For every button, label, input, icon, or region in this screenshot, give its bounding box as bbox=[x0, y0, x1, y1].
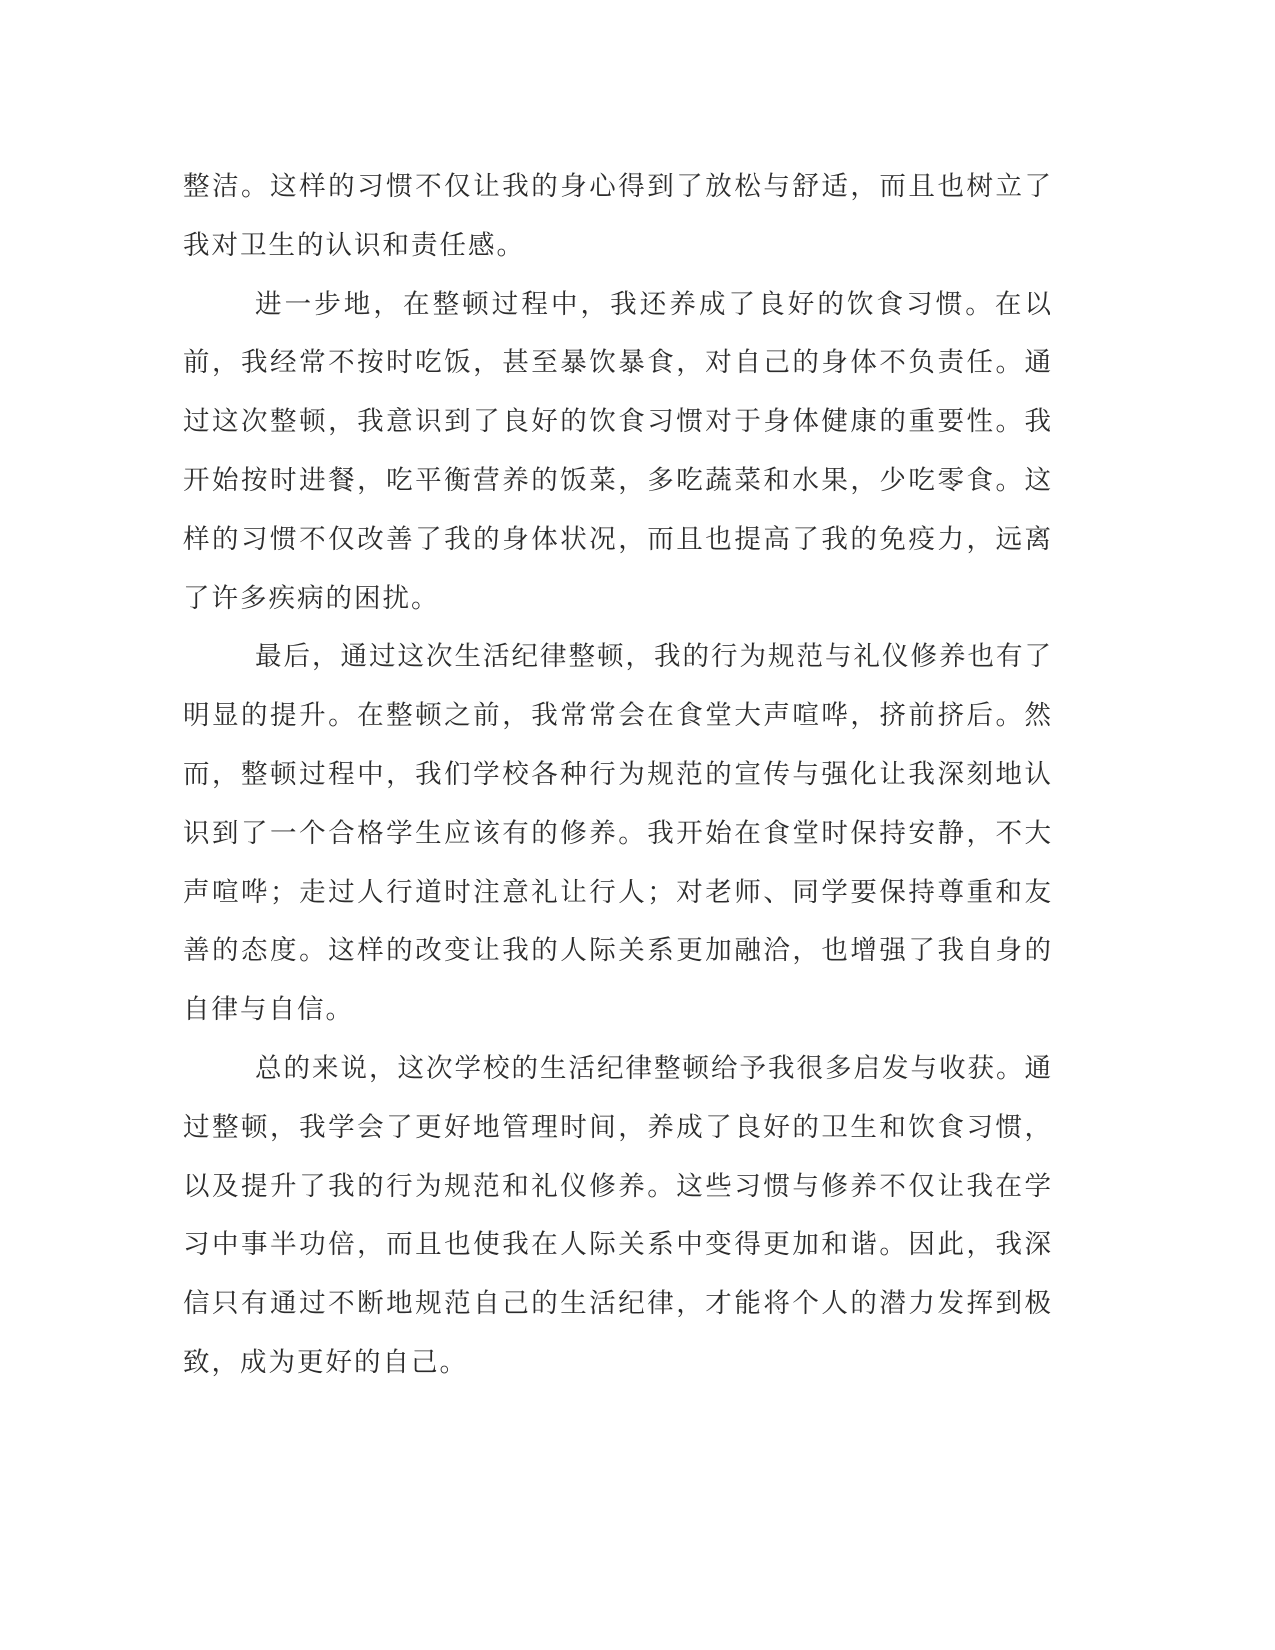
paragraph-continuation: 整洁。这样的习惯不仅让我的身心得到了放松与舒适，而且也树立了我对卫生的认识和责任感。 bbox=[183, 171, 1053, 261]
paragraph-behavior-etiquette: 最后，通过这次生活纪律整顿，我的行为规范与礼仪修养也有了明显的提升。在整顿之前，我常常会在食堂大声喧哗，挤前挤后。然而，整顿过程中，我们学校各种行为规范的宣传与强化让我深刻地认识到了一个合格学生应该有的修养。我开始在食堂时保持安静，不大声喧哗；走过人行道时注意礼让行人；对老师、同学要保持尊重和友善的态度。这样的改变让我的人际关系更加融洽，也增强了我自身的自律与自信。 bbox=[183, 641, 1053, 1026]
paragraph-conclusion: 总的来说，这次学校的生活纪律整顿给予我很多启发与收获。通过整顿，我学会了更好地管理时间，养成了良好的卫生和饮食习惯，以及提升了我的行为规范和礼仪修养。这些习惯与修养不仅让我在学习中事半功倍，而且也使我在人际关系中变得更加和谐。因此，我深信只有通过不断地规范自己的生活纪律，才能将个人的潜力发挥到极致，成为更好的自己。 bbox=[183, 1052, 1053, 1378]
paragraph-diet-habits: 进一步地，在整顿过程中，我还养成了良好的饮食习惯。在以前，我经常不按时吃饭，甚至暴饮暴食，对自己的身体不负责任。通过这次整顿，我意识到了良好的饮食习惯对于身体健康的重要性。我开始按时进餐，吃平衡营养的饭菜，多吃蔬菜和水果，少吃零食。这样的习惯不仅改善了我的身体状况，而且也提高了我的免疫力，远离了许多疾病的困扰。 bbox=[183, 288, 1053, 614]
document-body bbox=[183, 158, 1053, 1393]
